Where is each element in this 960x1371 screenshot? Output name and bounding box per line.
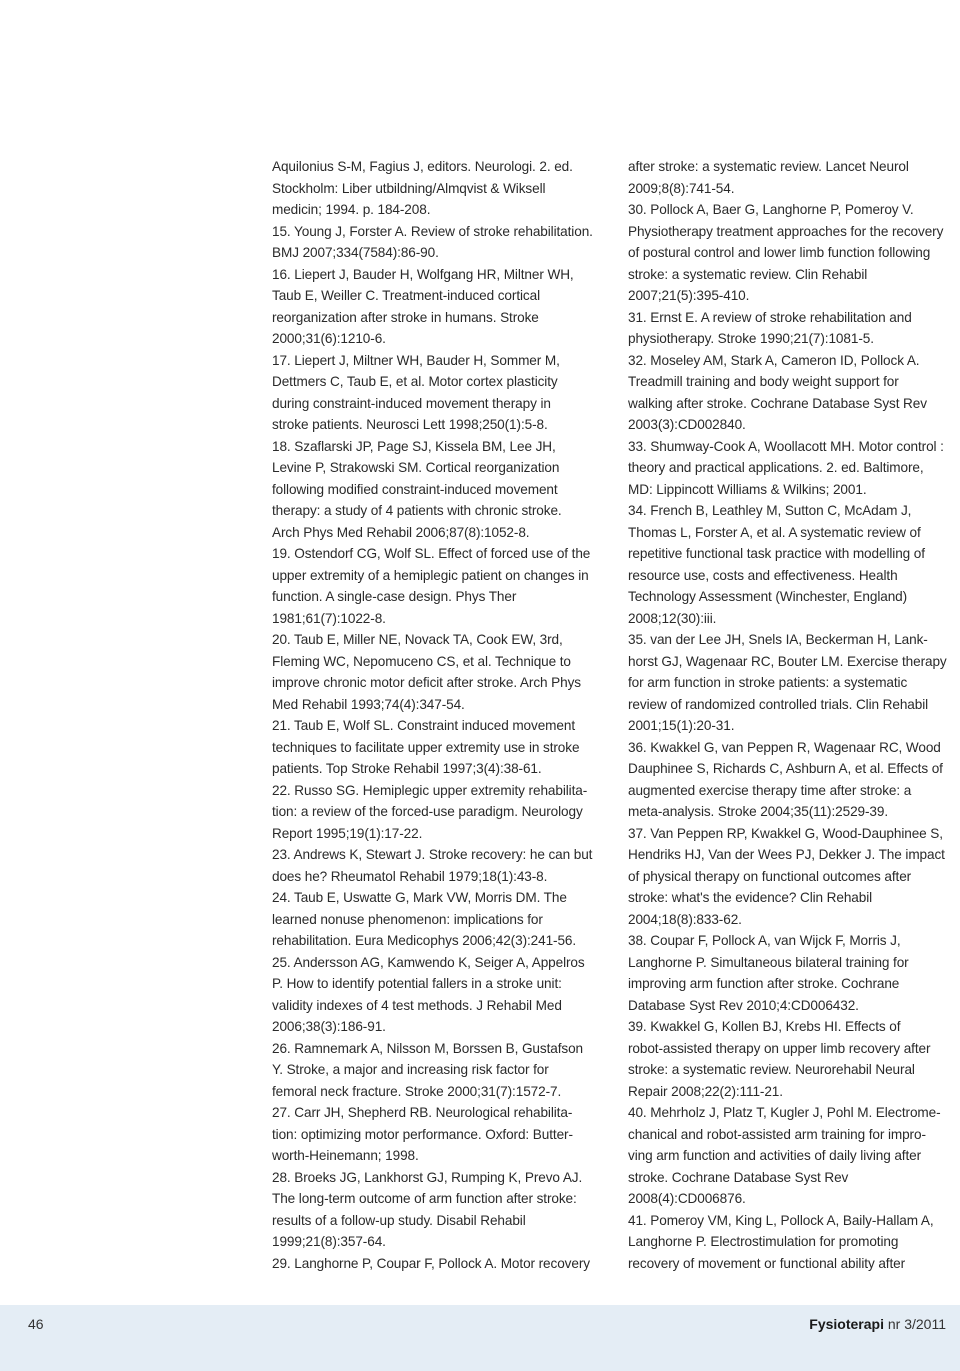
reference-line: 26. Ramnemark A, Nilsson M, Borssen B, Gustafson	[272, 1040, 584, 1056]
reference-line: stroke. Cochrane Database Syst Rev	[628, 1169, 849, 1185]
reference-line: BMJ 2007;334(7584):86-90.	[272, 245, 439, 260]
reference-line: tion: a review of the forced-use paradigm. Neurology	[272, 804, 583, 819]
reference-line: 34. French B, Leathley M, Sutton C, McAdam J,	[628, 503, 912, 518]
reference-line: 27. Carr JH, Shepherd RB. Neurological rehabilita-	[272, 1105, 573, 1120]
reference-line: Thomas L, Forster A, et al. A systematic review of	[628, 524, 921, 540]
reference-line: Dauphinee S, Richards C, Ashburn A, et al. Effects of	[628, 761, 943, 776]
reference-line: 1981;61(7):1022-8.	[272, 610, 386, 626]
reference-line: 39. Kwakkel G, Kollen BJ, Krebs HI. Effects of	[628, 1019, 901, 1034]
reference-line: of physical therapy on functional outcomes after	[628, 868, 912, 884]
reference-line: 2007;21(5):395-410.	[628, 288, 750, 303]
reference-line: P. How to identify potential fallers in a stroke unit:	[272, 976, 562, 991]
reference-line: after stroke: a systematic review. Lancet Neurol	[628, 159, 909, 174]
reference-line: stroke: what's the evidence? Clin Rehabil	[628, 890, 873, 905]
reference-line: 2009;8(8):741-54.	[628, 180, 735, 196]
reference-line: Database Syst Rev 2010;4:CD006432.	[628, 997, 859, 1013]
reference-line: Physiotherapy treatment approaches for the recovery	[628, 223, 944, 239]
reference-line: 18. Szaflarski JP, Page SJ, Kissela BM, Lee JH,	[272, 438, 556, 454]
reference-line: 24. Taub E, Uswatte G, Mark VW, Morris DM. The	[272, 890, 567, 905]
reference-line: 28. Broeks JG, Lankhorst GJ, Rumping K, Prevo AJ.	[272, 1169, 583, 1185]
reference-line: 19. Ostendorf CG, Wolf SL. Effect of forced use of the	[272, 546, 591, 561]
reference-line: validity indexes of 4 test methods. J Rehabil Med	[272, 997, 562, 1013]
reference-line: Report 1995;19(1):17-22.	[272, 825, 423, 841]
reference-line: Stockholm: Liber utbildning/Almqvist & Wiksell	[272, 180, 546, 196]
reference-line: Langhorne P. Simultaneous bilateral training for	[628, 954, 909, 970]
reference-column-left	[272, 156, 607, 1274]
reference-line: learned nonuse phenomenon: implications for	[272, 911, 543, 927]
journal-issue	[809, 1316, 946, 1332]
reference-line: of postural control and lower limb function following	[628, 245, 931, 260]
reference-line: 2000;31(6):1210-6.	[272, 331, 386, 346]
reference-line: walking after stroke. Cochrane Database Syst Rev	[628, 395, 927, 411]
reference-line: 2008;12(30):iii.	[628, 610, 717, 626]
reference-line: 38. Coupar F, Pollock A, van Wijck F, Morris J,	[628, 933, 901, 948]
reference-line: improving arm function after stroke. Cochrane	[628, 976, 900, 991]
reference-line: stroke: a systematic review. Neurorehabil Neural	[628, 1062, 915, 1077]
reference-line: 35. van der Lee JH, Snels IA, Beckerman H, Lank-	[628, 632, 928, 647]
reference-line: for arm function in stroke patients: a systematic	[628, 675, 908, 690]
reference-line: worth-Heinemann; 1998.	[272, 1148, 419, 1163]
reference-line: Aquilonius S-M, Fagius J, editors. Neurologi. 2. ed.	[272, 159, 573, 174]
footer-bar	[0, 1305, 960, 1371]
page-number: 46	[28, 1316, 44, 1332]
reference-line: 1999;21(8):357-64.	[272, 1234, 386, 1249]
reference-line: review of randomized controlled trials. Clin Rehabil	[628, 696, 929, 712]
reference-line: Treadmill training and body weight support for	[628, 374, 899, 389]
reference-line: 23. Andrews K, Stewart J. Stroke recovery: he can but	[272, 847, 593, 862]
reference-line: repetitive functional task practice with modelling of	[628, 546, 925, 561]
reference-line: horst GJ, Wagenaar RC, Bouter LM. Exercise therapy	[628, 653, 947, 669]
reference-line: 25. Andersson AG, Kamwendo K, Seiger A, Appelros	[272, 954, 585, 970]
reference-line: patients. Top Stroke Rehabil 1997;3(4):38-61.	[272, 761, 542, 776]
reference-line: 16. Liepert J, Bauder H, Wolfgang HR, Miltner WH,	[272, 266, 574, 282]
issue-number: nr 3/2011	[887, 1316, 946, 1332]
reference-line: 29. Langhorne P, Coupar F, Pollock A. Motor recovery	[272, 1255, 590, 1271]
reference-line: stroke patients. Neurosci Lett 1998;250(1):5-8.	[272, 417, 548, 432]
reference-line: 30. Pollock A, Baer G, Langhorne P, Pomeroy V.	[628, 202, 914, 217]
reference-line: theory and practical applications. 2. ed. Baltimore,	[628, 460, 924, 475]
reference-line: rehabilitation. Eura Medicophys 2006;42(3):241-56.	[272, 933, 577, 948]
reference-line: 22. Russo SG. Hemiplegic upper extremity rehabilita-	[272, 782, 588, 798]
reference-line: Repair 2008;22(2):111-21.	[628, 1083, 783, 1099]
reference-line: 32. Moseley AM, Stark A, Cameron ID, Pollock A.	[628, 352, 920, 368]
journal-name: Fysioterapi	[809, 1316, 884, 1332]
reference-line: 36. Kwakkel G, van Peppen R, Wagenaar RC, Wood	[628, 739, 941, 755]
reference-line: reorganization after stroke in humans. Stroke	[272, 309, 539, 325]
reference-line: 20. Taub E, Miller NE, Novack TA, Cook EW, 3rd,	[272, 632, 563, 647]
reference-line: Fleming WC, Nepomuceno CS, et al. Technique to	[272, 653, 571, 669]
reference-line: 2001;15(1):20-31.	[628, 718, 735, 733]
reference-line: Langhorne P. Electrostimulation for promoting	[628, 1234, 899, 1249]
reference-line: medicin; 1994. p. 184-208.	[272, 202, 431, 217]
reference-line: 21. Taub E, Wolf SL. Constraint induced movement	[272, 718, 575, 733]
reference-line: 41. Pomeroy VM, King L, Pollock A, Baily-Hallam A,	[628, 1212, 934, 1228]
reference-line: recovery of movement or functional ability after	[628, 1255, 906, 1271]
reference-line: 15. Young J, Forster A. Review of stroke rehabilitation.	[272, 223, 593, 239]
reference-line: Taub E, Weiller C. Treatment-induced cortical	[272, 288, 540, 303]
reference-line: therapy: a study of 4 patients with chronic stroke.	[272, 503, 562, 518]
reference-line: MD: Lippincott Williams & Wilkins; 2001.	[628, 481, 867, 497]
reference-line: Technology Assessment (Winchester, England)	[628, 589, 908, 604]
reference-line: augmented exercise therapy time after stroke: a	[628, 782, 912, 798]
reference-line: 31. Ernst E. A review of stroke rehabilitation and	[628, 309, 912, 325]
reference-column-right	[628, 156, 960, 1274]
reference-line: following modified constraint-induced movement	[272, 481, 558, 497]
reference-line: Hendriks HJ, Van der Wees PJ, Dekker J. The impact	[628, 847, 945, 862]
reference-line: ving arm function and activities of daily living after	[628, 1148, 922, 1163]
reference-line: 2003(3):CD002840.	[628, 417, 746, 432]
reference-line: stroke: a systematic review. Clin Rehabil	[628, 266, 868, 282]
reference-line: femoral neck fracture. Stroke 2000;31(7):1572-7.	[272, 1083, 562, 1099]
reference-line: Levine P, Strakowski SM. Cortical reorganization	[272, 460, 560, 475]
reference-line: Dettmers C, Taub E, et al. Motor cortex plasticity	[272, 374, 558, 389]
reference-line: tion: optimizing motor performance. Oxford: Butter-	[272, 1126, 573, 1142]
reference-line: 40. Mehrholz J, Platz T, Kugler J, Pohl M. Electrome-	[628, 1105, 941, 1120]
reference-line: techniques to facilitate upper extremity use in stroke	[272, 739, 580, 755]
reference-line: Med Rehabil 1993;74(4):347-54.	[272, 696, 465, 712]
reference-line: function. A single-case design. Phys Ther	[272, 589, 517, 604]
reference-line: physiotherapy. Stroke 1990;21(7):1081-5.	[628, 331, 874, 346]
reference-line: does he? Rheumatol Rehabil 1979;18(1):43-8.	[272, 868, 548, 884]
reference-line: upper extremity of a hemiplegic patient on changes in	[272, 567, 589, 583]
reference-line: robot-assisted therapy on upper limb recovery after	[628, 1040, 931, 1056]
reference-line: 2006;38(3):186-91.	[272, 1019, 386, 1034]
reference-line: during constraint-induced movement therapy in	[272, 395, 551, 411]
reference-line: 37. Van Peppen RP, Kwakkel G, Wood-Dauphinee S,	[628, 825, 943, 841]
reference-line: 17. Liepert J, Miltner WH, Bauder H, Sommer M,	[272, 352, 560, 368]
reference-line: results of a follow-up study. Disabil Rehabil	[272, 1212, 526, 1228]
reference-line: The long-term outcome of arm function after stroke:	[272, 1191, 577, 1206]
reference-line: resource use, costs and effectiveness. Health	[628, 567, 898, 583]
reference-line: meta-analysis. Stroke 2004;35(11):2529-39.	[628, 804, 889, 819]
reference-line: Y. Stroke, a major and increasing risk factor for	[272, 1062, 549, 1077]
reference-line: Arch Phys Med Rehabil 2006;87(8):1052-8.	[272, 524, 530, 540]
reference-line: chanical and robot-assisted arm training for impro-	[628, 1126, 926, 1142]
reference-line: improve chronic motor deficit after stroke. Arch Phys	[272, 675, 581, 690]
reference-line: 33. Shumway-Cook A, Woollacott MH. Motor control :	[628, 438, 944, 454]
reference-line: 2004;18(8):833-62.	[628, 911, 742, 927]
reference-line: 2008(4):CD006876.	[628, 1191, 746, 1206]
